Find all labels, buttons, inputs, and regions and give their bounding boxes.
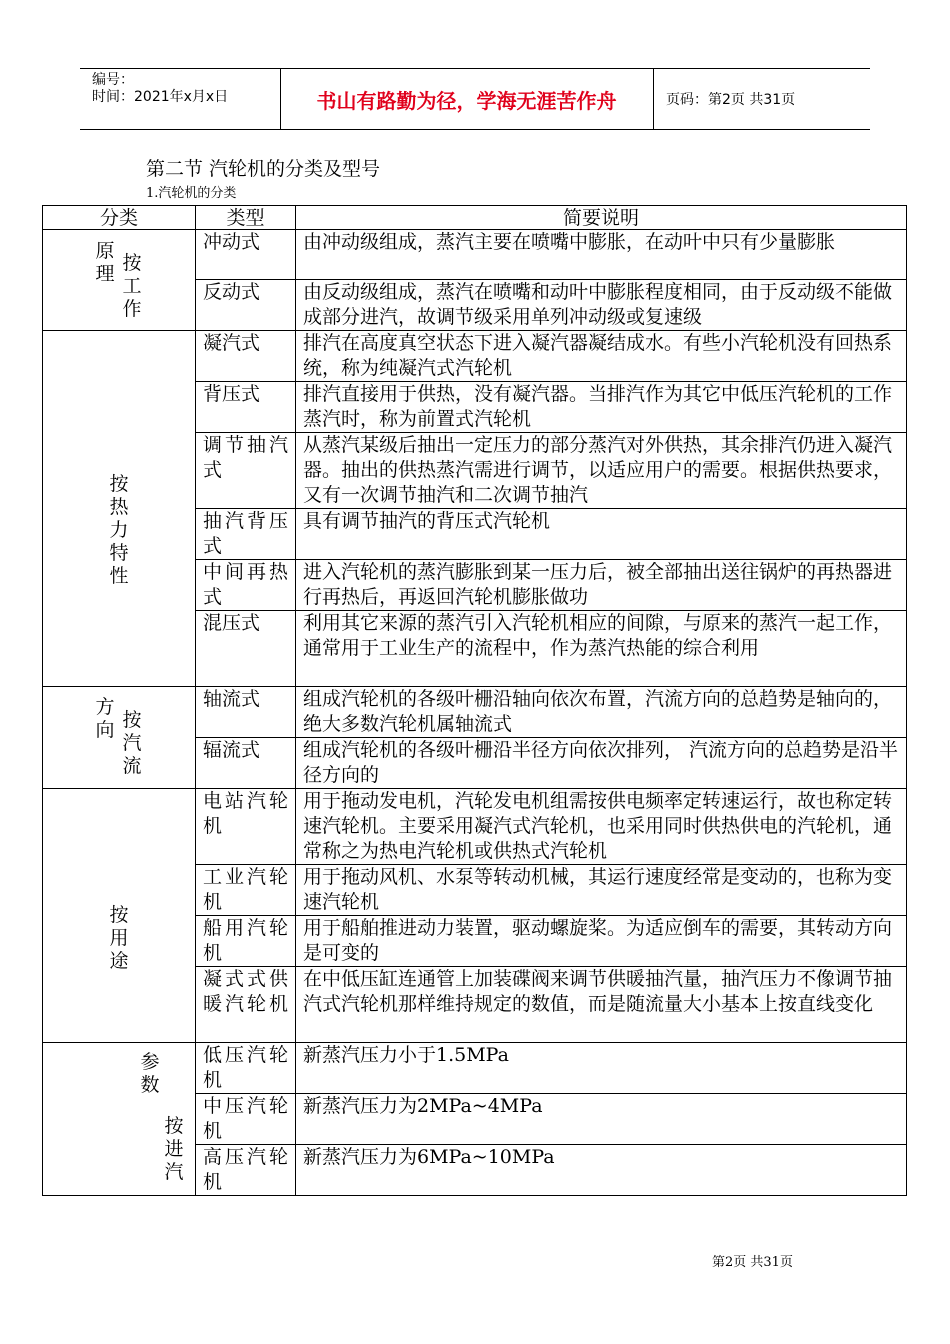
- category-text-part: 参数: [140, 1051, 160, 1096]
- category-text-part: 按汽流: [122, 709, 142, 777]
- header-description: 简要说明: [296, 206, 907, 230]
- description-cell: 用于拖动发电机，汽轮发电机组需按供电频率定转速运行，故也称定转速汽轮机。主要采用凝汽式汽轮机，也采用同时供热供电的汽轮机，通常称之为热电汽轮机或供热式汽轮机: [296, 789, 907, 865]
- description-cell: 进入汽轮机的蒸汽膨胀到某一压力后，被全部抽出送往锅炉的再热器进行再热后，再返回汽轮机膨胀做功: [296, 560, 907, 611]
- category-working-principle: [43, 230, 196, 331]
- table-row: [43, 331, 907, 382]
- page-header: [80, 68, 870, 130]
- table-header-row: [43, 206, 907, 230]
- type-cell: 高压汽轮机: [196, 1145, 296, 1196]
- type-cell: 抽汽背压式: [196, 509, 296, 560]
- description-cell: 从蒸汽某级后抽出一定压力的部分蒸汽对外供热，其余排汽仍进入凝汽器。抽出的供热蒸汽需进行调节，以适应用户的需要。根据供热要求，又有一次调节抽汽和二次调节抽汽: [296, 433, 907, 509]
- header-motto: 书山有路勤为径，学海无涯苦作舟: [280, 69, 654, 129]
- category-text-part: 按进汽: [164, 1115, 184, 1183]
- page-footer: 第2页 共31页: [712, 1255, 793, 1270]
- type-cell: 工业汽轮机: [196, 865, 296, 916]
- type-cell: 辐流式: [196, 738, 296, 789]
- header-page-info: 页码：第2页 共31页: [666, 92, 796, 108]
- description-cell: 由冲动级组成，蒸汽主要在喷嘴中膨胀，在动叶中只有少量膨胀: [296, 230, 907, 280]
- category-text-part: 原理: [95, 240, 115, 285]
- type-cell: 轴流式: [196, 687, 296, 738]
- description-cell: 用于拖动风机、水泵等转动机械，其运行速度经常是变动的，也称为变速汽轮机: [296, 865, 907, 916]
- table-row: [43, 789, 907, 865]
- description-cell: 组成汽轮机的各级叶栅沿半径方向依次排列， 汽流方向的总趋势是沿半径方向的: [296, 738, 907, 789]
- type-cell: 船用汽轮机: [196, 916, 296, 967]
- description-cell: 新蒸汽压力小于1.5MPa: [296, 1043, 907, 1094]
- classification-table: [42, 205, 907, 1196]
- subsection-title: 1.汽轮机的分类: [146, 186, 237, 201]
- description-cell: 在中低压缸连通管上加装碟阀来调节供暖抽汽量，抽汽压力不像调节抽汽式汽轮机那样维持规定的数值，而是随流量大小基本上按直线变化: [296, 967, 907, 1043]
- type-cell: 电站汽轮机: [196, 789, 296, 865]
- header-meta-cell: [80, 69, 281, 129]
- category-steam-parameters: [43, 1043, 196, 1196]
- type-cell: 凝汽式: [196, 331, 296, 382]
- type-cell: 低压汽轮机: [196, 1043, 296, 1094]
- category-text-part: 按工作: [122, 252, 142, 320]
- category-thermal-property: [43, 331, 196, 687]
- section-title: 第二节 汽轮机的分类及型号: [146, 158, 381, 180]
- table-row: [43, 230, 907, 280]
- type-cell: 中压汽轮机: [196, 1094, 296, 1145]
- description-cell: 新蒸汽压力为6MPa~10MPa: [296, 1145, 907, 1196]
- header-type: 类型: [196, 206, 296, 230]
- type-cell: 冲动式: [196, 230, 296, 280]
- description-cell: 排汽在高度真空状态下进入凝汽器凝结成水。有些小汽轮机没有回热系统，称为纯凝汽式汽轮机: [296, 331, 907, 382]
- type-cell: 反动式: [196, 280, 296, 331]
- type-cell: 调节抽汽式: [196, 433, 296, 509]
- description-cell: 具有调节抽汽的背压式汽轮机: [296, 509, 907, 560]
- document-time-label: 时间：2021年x月x日: [92, 89, 229, 105]
- category-usage: [43, 789, 196, 1043]
- document-number-label: 编号：: [92, 72, 134, 88]
- table-row: [43, 1043, 907, 1094]
- type-cell: 混压式: [196, 611, 296, 687]
- type-cell: 背压式: [196, 382, 296, 433]
- description-cell: 由反动级组成，蒸汽在喷嘴和动叶中膨胀程度相同，由于反动级不能做成部分进汽，故调节级采用单列冲动级或复速级: [296, 280, 907, 331]
- description-cell: 组成汽轮机的各级叶栅沿轴向依次布置，汽流方向的总趋势是轴向的，绝大多数汽轮机属轴流式: [296, 687, 907, 738]
- description-cell: 用于船舶推进动力装置，驱动螺旋桨。为适应倒车的需要，其转动方向是可变的: [296, 916, 907, 967]
- description-cell: 新蒸汽压力为2MPa~4MPa: [296, 1094, 907, 1145]
- category-flow-direction: [43, 687, 196, 789]
- category-text-part: 按用途: [109, 904, 129, 972]
- type-cell: 中间再热式: [196, 560, 296, 611]
- category-text-part: 方向: [95, 696, 115, 741]
- description-cell: 排汽直接用于供热，没有凝汽器。当排汽作为其它中低压汽轮机的工作蒸汽时，称为前置式汽轮机: [296, 382, 907, 433]
- header-category: 分类: [43, 206, 196, 230]
- description-cell: 利用其它来源的蒸汽引入汽轮机相应的间隙，与原来的蒸汽一起工作，通常用于工业生产的流程中，作为蒸汽热能的综合利用: [296, 611, 907, 687]
- type-cell: 凝式式供暖汽轮机: [196, 967, 296, 1043]
- category-text-part: 按热力特性: [109, 473, 129, 587]
- table-row: [43, 687, 907, 738]
